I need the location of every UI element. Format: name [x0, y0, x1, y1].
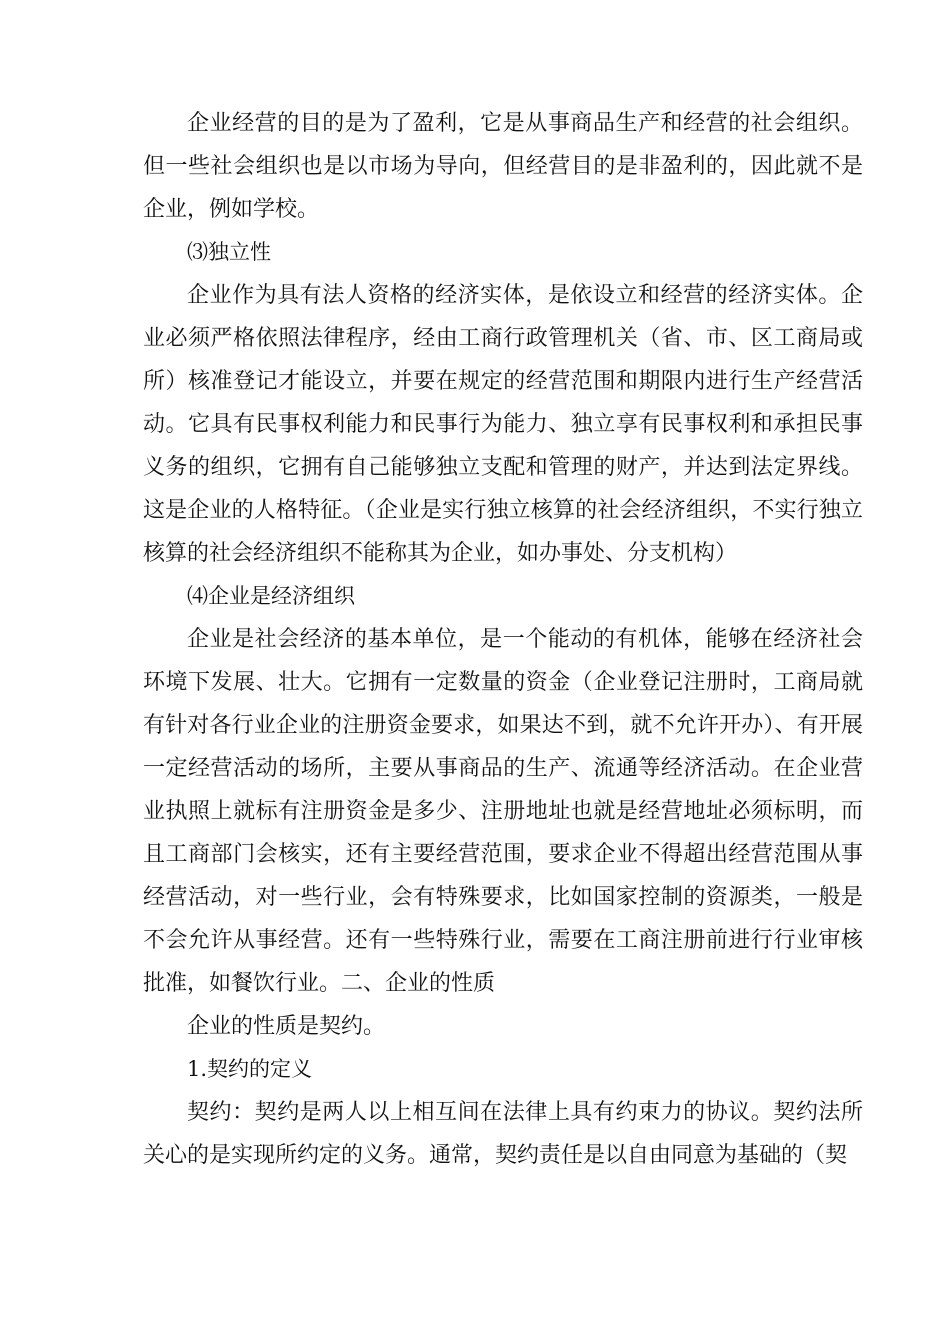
paragraph-contract-meaning: 契约：契约是两人以上相互间在法律上具有约束力的协议。契约法所关心的是实现所约定的义务。通常，契约责任是以自由同意为基础的（契: [143, 1100, 863, 1168]
heading-contract-definition: 1.契约的定义: [187, 1057, 313, 1081]
heading-independence: ⑶独立性: [187, 240, 271, 264]
paragraph-economic-unit: 企业是社会经济的基本单位，是一个能动的有机体，能够在经济社会环境下发展、壮大。它拥有一定数量的资金（企业登记注册时，工商局就有针对各行业企业的注册资金要求，如果达不到，就不允许开办）、有开展一定经营活动的场所，主要从事商品的生产、流通等经济活动。在企业营业执照上就标有注册资金是多少、注册地址也就是经营地址必须标明，而且工商部门会核实，还有主要经营范围，要求企业不得超出经营范围从事经营活动，对一些行业，会有特殊要求，比如国家控制的资源类，一般是不会允许从事经营。还有一些特殊行业，需要在工商注册前进行行业审核批准，如餐饮行业。二、企业的性质: [143, 627, 863, 996]
paragraph-legal-entity: 企业作为具有法人资格的经济实体，是依设立和经营的经济实体。企业必须严格依照法律程序，经由工商行政管理机关（省、市、区工商局或所）核准登记才能设立，并要在规定的经营范围和期限内进行生产经营活动。它具有民事权利能力和民事行为能力、独立享有民事权利和承担民事义务的组织，它拥有自己能够独立支配和管理的财产，并达到法定界线。这是企业的人格特征。（企业是实行独立核算的社会经济组织，不实行独立核算的社会经济组织不能称其为企业，如办事处、分支机构）: [143, 283, 863, 566]
paragraph-enterprise-profit: 企业经营的目的是为了盈利，它是从事商品生产和经营的社会组织。但一些社会组织也是以市场为导向，但经营目的是非盈利的，因此就不是企业，例如学校。: [143, 111, 863, 222]
paragraph-nature-contract: 企业的性质是契约。: [187, 1014, 386, 1039]
document-body: [143, 102, 863, 1177]
heading-economic-organization: ⑷企业是经济组织: [187, 584, 355, 608]
